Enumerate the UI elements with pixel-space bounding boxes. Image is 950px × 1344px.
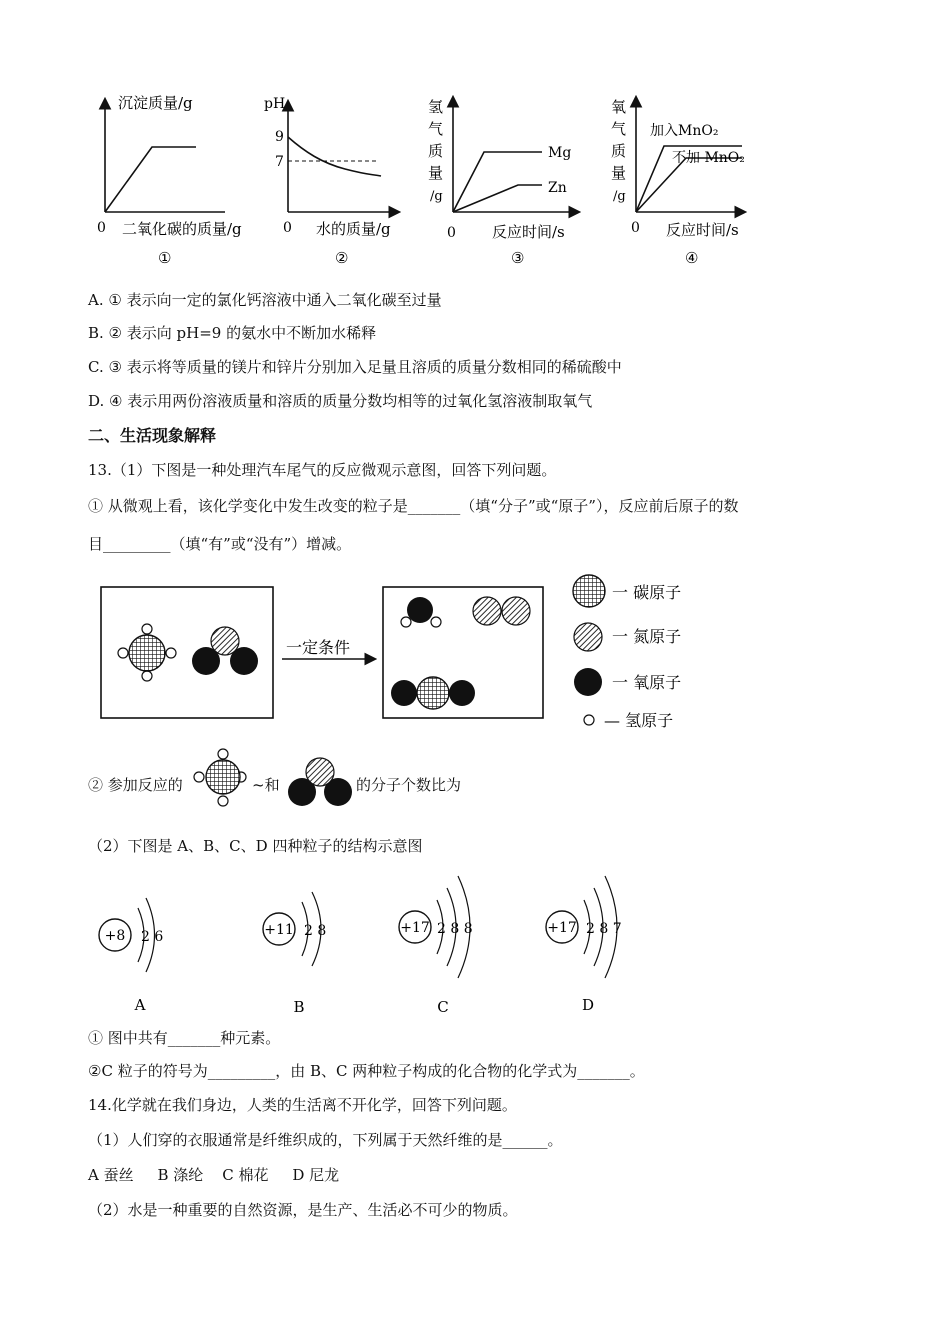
legend-oxygen: 一 氧原子: [612, 673, 682, 692]
option-c: C. ③ 表示将等质量的镁片和锌片分别加入足量且溶质的质量分数相同的稀硫酸中: [88, 358, 622, 376]
particle-b: [263, 892, 326, 1016]
inline-methane: [190, 745, 250, 809]
methane-molecule: [118, 624, 176, 681]
particle-d: [546, 876, 622, 1014]
particle-c-nucleus: +17: [400, 920, 430, 936]
section-2-title: 二、生活现象解释: [88, 426, 217, 445]
particle-a-shells: 2 6: [141, 929, 164, 945]
graph-2-caption: ②: [335, 249, 349, 267]
particle-d-nucleus: +17: [547, 920, 577, 936]
water-molecule: [401, 597, 441, 627]
q14-intro: 14.化学就在我们身边，人类的生活离不开化学，回答下列问题。: [88, 1096, 517, 1114]
graph-3-xlabel: 反应时间/s: [492, 223, 565, 241]
q13-q2-prefix: ② 参加反应的: [88, 776, 183, 794]
graph-3: [428, 98, 578, 267]
particle-b-shells: 2 8: [304, 923, 327, 939]
option-d: D. ④ 表示用两份溶液质量和溶质的质量分数均相等的过氧化氢溶液制取氧气: [88, 392, 593, 410]
particle-d-shells: 2 8 7: [586, 921, 622, 937]
particle-b-nucleus: +11: [264, 922, 294, 938]
graph-3-caption: ③: [511, 249, 525, 267]
q13-q1-line1: ① 从微观上看，该化学变化中发生改变的粒子是_______（填“分子”或“原子”），反应前后原子的数: [88, 497, 739, 515]
graph-1-ylabel: 沉淀质量/g: [118, 94, 193, 112]
q13-q2-suffix: 的分子个数比为: [356, 776, 462, 794]
q14-q2: （2）水是一种重要的自然资源，是生产、生活必不可少的物质。: [88, 1201, 518, 1219]
reaction-diagram: [0, 570, 950, 740]
n2-molecule: [473, 597, 530, 625]
graph-3-ylabel: 氢 气 质 量 /g: [428, 98, 444, 204]
arrow-label: 一定条件: [286, 638, 351, 657]
particle-c-shells: 2 8 8: [437, 921, 473, 937]
graph-2-origin: 0: [283, 220, 292, 236]
legend-carbon: 一 碳原子: [612, 583, 682, 602]
q13-p2-q1: ① 图中共有_______种元素。: [88, 1029, 281, 1047]
graph-1-origin: 0: [97, 220, 106, 236]
graph-2-tick9: 9: [275, 129, 284, 145]
graph-4-origin: 0: [631, 220, 640, 236]
option-a: A. ① 表示向一定的氯化钙溶液中通入二氧化碳至过量: [88, 291, 442, 309]
particle-c: [399, 876, 473, 1016]
legend-nitrogen-symbol: [574, 623, 602, 651]
particle-d-label: D: [581, 996, 595, 1014]
legend-oxygen-symbol: [574, 668, 602, 696]
q13-q2-mid: ~和: [252, 776, 280, 794]
graph-4-xlabel: 反应时间/s: [666, 221, 739, 239]
legend-hydrogen: — 氢原子: [604, 711, 674, 730]
graph-4-ylabel: 氧 气 质 量 /g: [611, 98, 627, 204]
graph-2: [264, 96, 398, 267]
graph-1: [97, 94, 242, 267]
graph-4-with-label: 加入MnO₂: [650, 123, 719, 139]
graph-3-origin: 0: [447, 225, 456, 241]
q13-p2-q2: ②C 粒子的符号为_________，由 B、C 两种粒子构成的化合物的化学式为_______。: [88, 1062, 645, 1080]
graph-2-tick7: 7: [275, 154, 284, 170]
particle-a: [99, 898, 163, 1014]
graph-2-ylabel: pH: [264, 96, 286, 112]
q14-q1: （1）人们穿的衣服通常是纤维织成的，下列属于天然纤维的是______。: [88, 1131, 563, 1149]
graph-2-xlabel: 水的质量/g: [316, 220, 391, 238]
q13-intro: 13.（1）下图是一种处理汽车尾气的反应微观示意图，回答下列问题。: [88, 461, 557, 479]
graph-1-caption: ①: [158, 249, 172, 267]
graph-4-caption: ④: [685, 249, 699, 267]
graph-4: [611, 98, 745, 267]
particle-a-nucleus: +8: [104, 928, 126, 944]
particle-a-label: A: [134, 996, 146, 1014]
particle-c-label: C: [437, 998, 449, 1016]
graph-4-without-label: 不加 MnO₂: [672, 150, 745, 166]
graph-3-zn-label: Zn: [548, 180, 567, 196]
q14-choices: A 蚕丝 B 涤纶 C 棉花 D 尼龙: [88, 1166, 340, 1184]
graph-1-xlabel: 二氧化碳的质量/g: [122, 220, 242, 238]
inline-no2: [285, 755, 357, 809]
legend: [573, 575, 681, 730]
q13-part2-intro: （2）下图是 A、B、C、D 四种粒子的结构示意图: [88, 837, 423, 855]
legend-hydrogen-symbol: [584, 715, 594, 725]
graph-3-mg-label: Mg: [548, 145, 572, 161]
atomic-structures: [0, 860, 950, 1025]
no2-molecule: [192, 627, 258, 675]
legend-carbon-symbol: [573, 575, 605, 607]
q13-q1-line2: 目_________（填“有”或“没有”）增减。: [88, 535, 352, 553]
legend-nitrogen: 一 氮原子: [612, 627, 682, 646]
option-b: B. ② 表示向 pH=9 的氨水中不断加水稀释: [88, 324, 377, 342]
graphs-figure: [0, 80, 950, 275]
particle-b-label: B: [293, 998, 305, 1016]
co2-molecule: [391, 677, 475, 709]
